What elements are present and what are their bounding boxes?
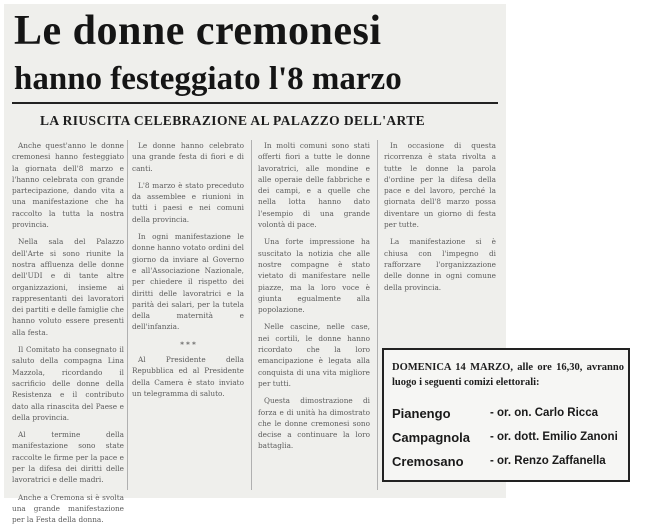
section-separator-stars: * * * [180, 339, 196, 349]
rally-announcement-box [382, 348, 630, 482]
column-divider [127, 140, 128, 490]
column-divider [251, 140, 252, 490]
paragraph: Questa dimostrazione di forza e di unità ha dimostrato che le donne cremonesi sono decise a continuare la loro battaglia. [258, 396, 370, 451]
rally-town: Campagnola [392, 430, 471, 445]
paragraph: Anche a Cremona si è svolta una grande manifestazione per la Festa della donna. [12, 492, 124, 525]
rally-row [392, 454, 624, 474]
paragraph: Al termine della manifestazione sono state raccolte le firme per la pace e per la difesa dei diritti delle lavoratrici e delle madri. [12, 430, 124, 485]
rally-speaker: - or. dott. Emilio Zanoni [490, 431, 618, 443]
rally-town: Pianengo [392, 406, 451, 421]
headline-divider [12, 102, 498, 104]
paragraph: La manifestazione si è chiusa con l'impegno di rafforzare l'organizzazione delle donne in ogni comune della provincia. [384, 237, 496, 292]
paragraph: Il Comitato ha consegnato il saluto della compagna Lina Mazzola, ricordando il sacrificio delle donne della Resistenza e il contributo dato alla rinascita del Paese e della provincia. [12, 345, 124, 422]
subheadline: LA RIUSCITA CELEBRAZIONE AL PALAZZO DELL'ARTE [40, 113, 425, 128]
paragraph: Al Presidente della Repubblica ed al Presidente della Camera è stato inviato un telegramma di saluto. [132, 355, 244, 398]
article-column-4 [384, 140, 496, 342]
rally-row [392, 430, 624, 450]
paragraph: Nella sala del Palazzo dell'Arte si sono riunite la nostra affluenza delle donne dell'UDI e di tante altre organizzazioni, insieme ai rappresentanti dei lavoratori dei partiti e delle famiglie che hanno voluto essere presenti alla festa. [12, 237, 124, 337]
headline-line-2: hanno festeggiato l'8 marzo [14, 61, 402, 97]
paragraph: Le donne hanno celebrato una grande festa di fiori e di canti. [132, 141, 244, 173]
rally-speaker: - or. on. Carlo Ricca [490, 407, 598, 419]
article-column-2 [132, 140, 244, 490]
article-column-1 [12, 140, 124, 525]
rally-speaker: - or. Renzo Zaffanella [490, 455, 606, 467]
announcement-intro: DOMENICA 14 MARZO, alle ore 16,30, avranno luogo i seguenti comizi elettorali: [392, 362, 624, 388]
paragraph: Una forte impressione ha suscitato la notizia che alle nostre compagne è stato vietato di manifestare nelle piazze, ma la loro voce è giunta egualmente alla popolazione. [258, 237, 370, 315]
paragraph: Anche quest'anno le donne cremonesi hanno festeggiato la giornata dell'8 marzo e l'hanno celebrata con grande partecipazione, dando vita a una manifestazione che ha raccolto la tutta la nostra provincia. [12, 141, 124, 230]
article-column-3 [258, 140, 370, 490]
rally-row [392, 406, 624, 426]
paragraph: In occasione di questa ricorrenza è stata rivolta a tutte le donne la parola d'ordine per la difesa della pace e del lavoro, perché la giornata dell'8 marzo possa diventare un giorno di festa per tutte. [384, 141, 496, 230]
paragraph: L'8 marzo è stato preceduto da assemblee e riunioni in tutti i paesi e nei comuni della provincia. [132, 180, 244, 224]
paragraph: Nelle cascine, nelle case, nei cortili, le donne hanno ricordato che la loro emancipazione è legata alla conquista di una vita migliore per tutti. [258, 322, 370, 388]
paragraph: In ogni manifestazione le donne hanno votato ordini del giorno da inviare al Governo e all'Associazione Nazionale, per chiedere il rispetto dei diritti delle lavoratrici e la parità dei salari, per la tutela della maternità e dell'infanzia. [132, 232, 244, 332]
paragraph: In molti comuni sono stati offerti fiori a tutte le donne lavoratrici, alle mondine e alle operaie delle fabbriche e dei campi, e a quelle che nella lotta hanno dato l'esempio di una grande volontà di pace. [258, 141, 370, 230]
rally-town: Cremosano [392, 454, 464, 469]
column-divider [377, 140, 378, 490]
headline-line-1: Le donne cremonesi [14, 8, 382, 54]
